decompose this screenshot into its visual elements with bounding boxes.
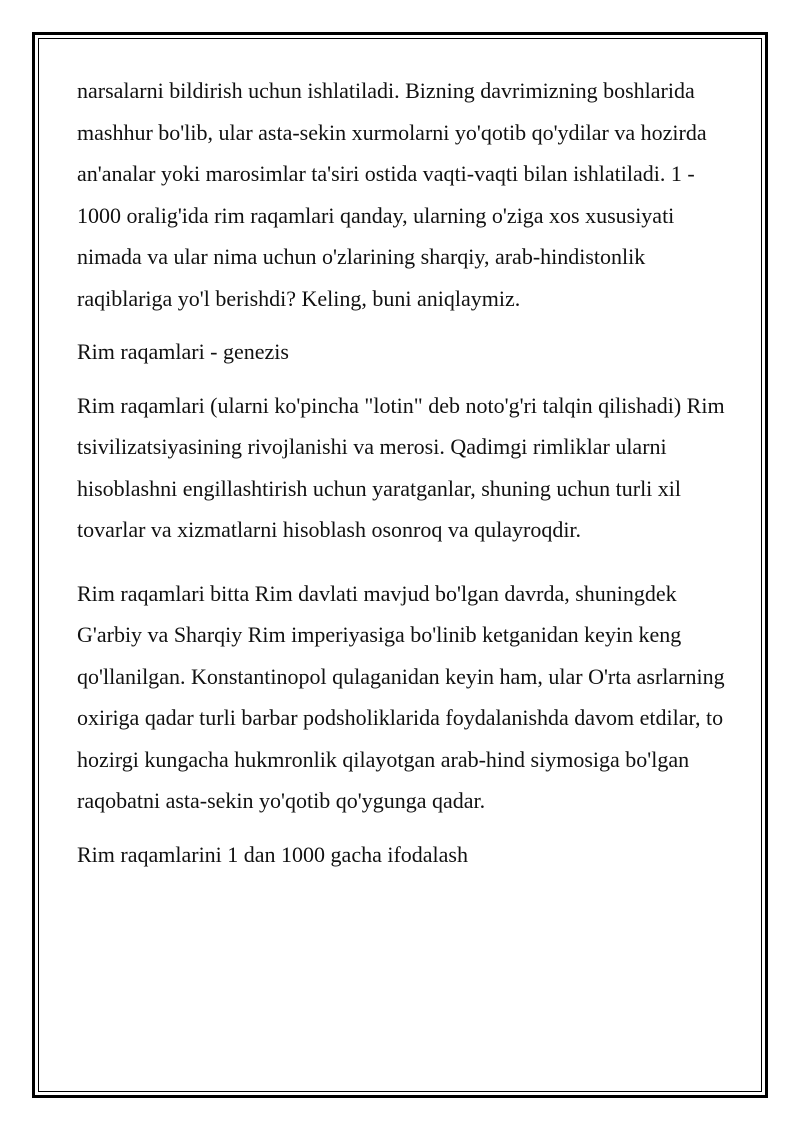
spacer — [77, 319, 727, 331]
document-body — [77, 70, 727, 875]
section-heading-genesis: Rim raqamlari - genezis — [77, 339, 289, 364]
spacer — [77, 373, 727, 385]
paragraph-genesis: Rim raqamlari (ularni ko'pincha "lotin" deb noto'g'ri talqin qilishadi) Rim tsivilizatsiyasining rivojlanishi va merosi. Qadimgi rimliklar ularni hisoblashni engillashtirish uchun yaratganlar, shuning uchun turli xil tovarlar va xizmatlarni hisoblash osonroq va qulayroqdir. — [77, 392, 725, 542]
paragraph-intro: narsalarni bildirish uchun ishlatiladi. Bizning davrimizning boshlarida mashhur bo'lib, ular asta-sekin xurmolarni yo'qotib qo'ydilar va hozirda an'analar yoki marosimlar ta'siri ostida vaqti-vaqti bilan ishlatiladi. 1 - 1000 oralig'ida rim raqamlari qanday, ularning o'ziga xos xususiyati nimada va ular nima uchun o'zlarining sharqiy, arab-hindistonlik raqiblariga yo'l berishdi? Keling, buni aniqlaymiz. — [77, 78, 707, 311]
spacer — [77, 551, 727, 573]
paragraph-history: Rim raqamlari bitta Rim davlati mavjud bo'lgan davrda, shuningdek G'arbiy va Sharqiy Rim imperiyasiga bo'linib ketganidan keyin keng qo'llanilgan. Konstantinopol qulaganidan keyin ham, ular O'rta asrlarning oxiriga qadar turli barbar podsholiklarida foydalanishda davom etdilar, to hozirgi kungacha hukmronlik qilayotgan arab-hind siymosiga bo'lgan raqobatni asta-sekin yo'qotib qo'ygunga qadar. — [77, 580, 725, 813]
spacer — [77, 822, 727, 834]
section-heading-expression: Rim raqamlarini 1 dan 1000 gacha ifodalash — [77, 841, 468, 867]
